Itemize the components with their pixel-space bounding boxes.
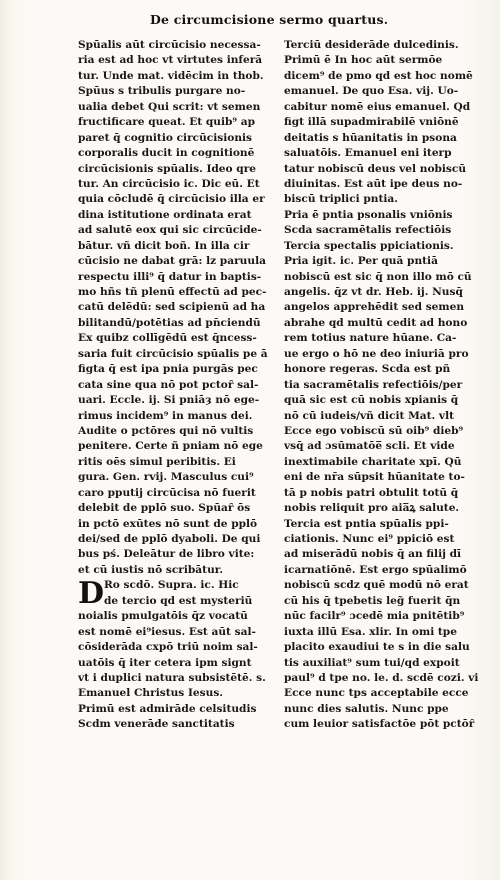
text-line: cata sine qua nō pot pctoȓ sal- [78,378,259,391]
text-line: ritis oēs simul peribitis. Ei [78,455,236,468]
text-line: vsq̄ ad ɔsūmatōe̅ scli. Et vide [284,440,455,453]
text-line: uari. Eccle. ij. Si pniāȝ nō ege- [78,394,260,407]
text-line: est nomē ei⁹iesus. Est aūt sal- [78,625,256,638]
text-line: paul⁹ d tpe no. le. d. scdē cozi. vi [284,671,479,684]
text-line: caro pputij circūcisa nō fuerit [78,486,256,499]
text-line: Pria ē pntia psonalis vniōnis [284,208,453,221]
text-line: corporalis ducit in cognitionē [78,147,255,160]
decorated-initial: D [78,576,105,611]
text-line: dina istitutione ordinata erat [78,208,252,221]
text-line: Primū ē In hoc aūt sermōe [284,54,443,67]
text-line: ualia debet Qui scrit: vt semen [78,100,261,113]
text-line: Tercia est pntia spūalis ppi- [284,517,449,530]
text-line: cūcisio ne dabat grā: lz paruula [78,255,266,268]
text-line: abrahe qd multū cedit ad hono [284,316,468,329]
text-line: honore regeras. Scda est pñ [284,363,451,376]
text-line: tia sacramētalis refectiōis/per [284,378,463,391]
text-line: uatōis q̄ iter cetera ipm signt [78,656,252,669]
text-line: quia cōcludē q̄ circūcisio illa er [78,193,265,206]
text-line: tur. Unde mat. vidēcim in thob. [78,69,264,82]
text-line: dicem⁹ de pmo qd est hoc nomē [284,69,473,82]
text-line: cabitur nomē eius emanuel. Qd [284,100,471,113]
text-line: Spūalis aūt circūcisio necessa- [78,39,261,51]
text-line: icarnatiōnē. Est ergo spūalimō [284,563,467,576]
text-line: fructificare queat. Et quib⁹ ap [78,116,256,129]
text-line: Scdm venerāde sanctitatis [78,718,235,731]
text-line: et cū iustis nō scribātur. [78,563,224,576]
text-line: catū delēdū: sed scipienū ad ha [78,301,266,314]
text-line: mo hñs tñ plenū effectū ad pec- [78,286,267,298]
text-line: in pctō exūtes nō sunt de pplō [78,517,258,530]
text-line: tatur nobiscū deus vel nobiscū [284,162,467,175]
text-line: deitatis s hūanitatis in psona [284,131,457,144]
text-line: saluatōis. Emanuel eni iterp [284,147,452,160]
text-line: de tercio qd est mysteriū [104,594,253,607]
text-line: delebit de pplō suo. Spūaȓ ōs [78,502,251,515]
text-line: Emanuel Christus Iesus. [78,687,223,700]
text-line: penitere. Certe ñ pniam nō ege [78,440,263,453]
text-line: bātur. vñ dicit boñ. In illa cir [78,239,250,252]
text-line: Ro scdō. Supra. ic. Hic [104,579,239,592]
text-line: saria fuit circūcisio spūalis pe ā [78,347,268,360]
text-line: tis auxiliat⁹ sum tui/qd expoit [284,656,460,669]
left-column [78,38,274,733]
text-line: diuinitas. Est aūt ipe deus no- [284,177,463,190]
text-line: tā p nobis patri obtulit totū q̄ [284,486,459,499]
running-head: De circumcisione sermo quartus. [150,12,389,27]
text-line: Pria igit. ic. Per quā pntiā [284,255,438,268]
text-line: noialis pmulgatōis q̄z vocatū [78,610,248,623]
text-line: Ecce ego vobiscū sū oib⁹ dieb⁹ [284,424,464,437]
right-column [284,38,480,733]
text-line: nūc facilr⁹ ɔcedē mia pnitētib⁹ [284,610,465,623]
text-line: rem totius nature hūane. Ca- [284,332,457,345]
text-line: nobiscū est sic q̄ non illo mō cū [284,270,472,283]
text-line: paret q̄ cognitio circūcisionis [78,131,253,144]
text-line: figt illā supadmirabilē vniōnē [284,116,459,129]
text-line: Primū est admirāde celsitudis [78,702,257,715]
text-line: bus pś. Deleātur de libro vite: [78,548,255,561]
text-line: Ecce nunc tps acceptabile ecce [284,687,469,700]
text-line: nobiscū scdz quē modū nō erat [284,579,469,592]
text-line: Audite o pctōres qui nō vultis [78,424,254,437]
text-line: iuxta illū Esa. xlir. In omi tpe [284,625,457,638]
text-line: dei/sed de pplō dyaboli. De qui [78,533,261,545]
text-line: ad miserādū nobis q̄ an filij dī [284,548,462,561]
text-line: Ex quibz collīgēdū est q̄ncess- [78,332,257,345]
text-line: vt i duplici natura subsistētē. s. [78,671,266,684]
text-line: nobis reliquit pro aia̅ꝝ salute. [284,502,460,515]
text-line: nunc dies salutis. Nunc ppe [284,702,449,715]
text-line: Terciū desiderāde dulcedinis. [284,39,459,51]
text-line: figta q̄ est ipa pnia purgās pec [78,363,258,376]
text-line: nō cū iudeis/vñ dicit Mat. vlt [284,409,454,422]
text-line: cōsiderāda cxpō triū noim sal- [78,641,258,654]
text-line: bilitandū/potētias ad pn̄ciendū [78,316,261,329]
text-line: angelos apprehēdit sed semen [284,301,465,314]
text-line: cum leuior satisfactōe pōt pctōȓ [284,718,475,731]
text-line: Tercia spectalis ppiciationis. [284,239,454,252]
text-line: Scda sacramētalis refectiōis [284,224,452,237]
text-line: eni de nr̄a sūpsit hūanitate to- [284,471,465,484]
text-line: ue ergo o hō ne deo iniuriā pro [284,347,469,360]
text-line: Spūus s tribulis purgare no- [78,85,246,98]
text-line: angelis. q̄z vt dr. Heb. ij. Nusq̄ [284,286,463,298]
text-line: placito exaudiui te s in die salu [284,641,470,654]
text-line: cū his q̄ tpebetis leg̃ fuerit q̄n [284,594,461,607]
text-line: ad salutē eox qui sic circūcide- [78,224,262,237]
text-line: ciationis. Nunc ei⁹ ppiciō est [284,533,455,545]
text-line: ria est ad hoc vt virtutes inferā [78,54,263,67]
text-line: quā sic est cū nobis xpianis q̄ [284,394,459,407]
text-line: inextimabile charitate xpī. Qū [284,455,462,468]
text-line: respectu illi⁹ q̄ datur in baptis- [78,270,262,283]
text-line: circūcisionis spūalis. Ideo qre [78,162,257,175]
text-line: gura. Gen. rvij. Masculus cui⁹ [78,471,254,484]
text-line: tur. An circūcisio ic. Dic eū. Et [78,177,260,190]
text-line: biscū triplici pntia. [284,193,398,206]
text-line: emanuel. De quo Esa. vij. Uo- [284,85,459,98]
text-line: rimus incidem⁹ in manus dei. [78,409,253,422]
